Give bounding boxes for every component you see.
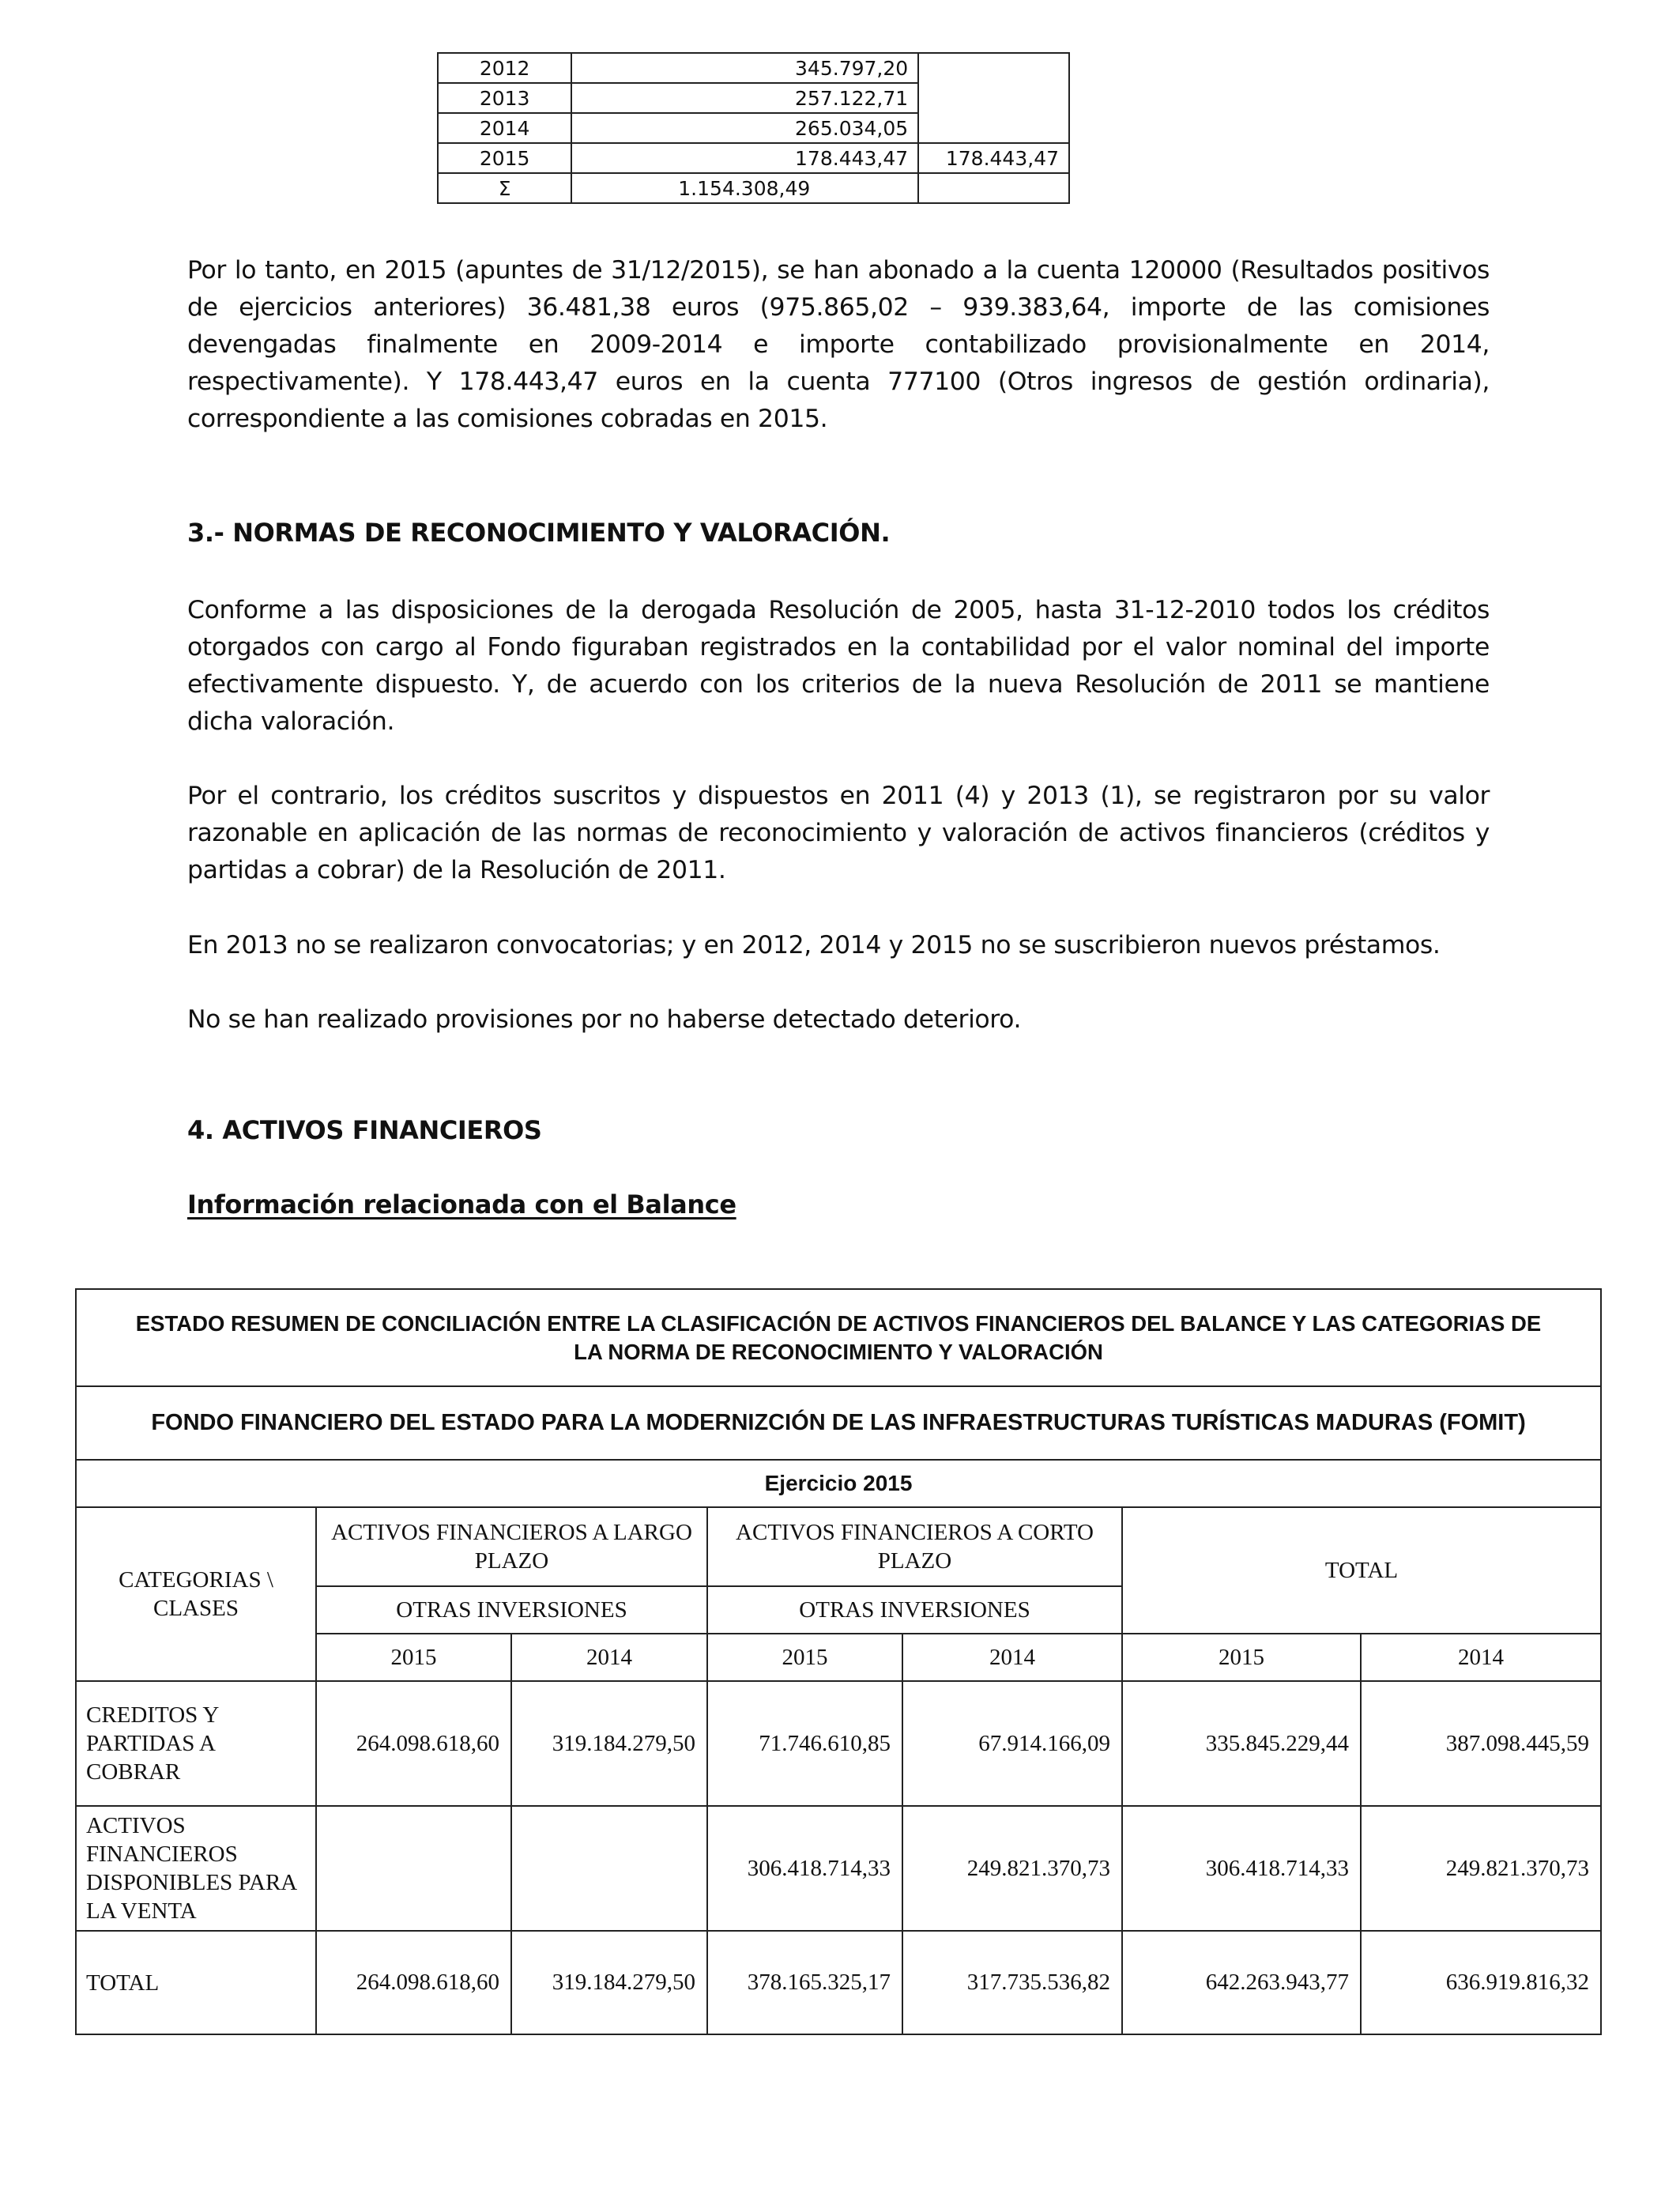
value-cell bbox=[511, 1806, 707, 1931]
value-cell: 636.919.816,32 bbox=[1361, 1931, 1601, 2034]
year-cell: 2013 bbox=[438, 83, 571, 113]
short-term-subheader: OTRAS INVERSIONES bbox=[707, 1586, 1122, 1634]
section-heading-3: 3.- NORMAS DE RECONOCIMIENTO Y VALORACIÓN. bbox=[187, 518, 891, 548]
value-cell: 387.098.445,59 bbox=[1361, 1681, 1601, 1806]
value-cell: 264.098.618,60 bbox=[316, 1681, 511, 1806]
year-header: 2015 bbox=[707, 1634, 902, 1681]
financial-assets-summary-table bbox=[75, 1288, 1602, 2035]
table-row bbox=[438, 83, 1069, 113]
total-row bbox=[76, 1931, 1601, 2034]
table-row bbox=[438, 143, 1069, 173]
value-cell: 335.845.229,44 bbox=[1122, 1681, 1361, 1806]
fund-name: FONDO FINANCIERO DEL ESTADO PARA LA MODERNIZCIÓN DE LAS INFRAESTRUCTURAS TURÍSTICAS MADURAS (FOMIT) bbox=[76, 1386, 1601, 1460]
year-cell: 2015 bbox=[438, 143, 571, 173]
sum-symbol-cell: Σ bbox=[438, 173, 571, 203]
extra-cell: 178.443,47 bbox=[918, 143, 1069, 173]
table-row bbox=[76, 1806, 1601, 1931]
sum-row bbox=[438, 173, 1069, 203]
value-cell: 249.821.370,73 bbox=[902, 1806, 1122, 1931]
categories-header: CATEGORIAS \ CLASES bbox=[76, 1507, 316, 1681]
row-label: ACTIVOS FINANCIEROS DISPONIBLES PARA LA VENTA bbox=[76, 1806, 316, 1931]
value-cell bbox=[316, 1806, 511, 1931]
sum-amount-cell: 1.154.308,49 bbox=[571, 173, 918, 203]
paragraph-fair-value: Por el contrario, los créditos suscritos y dispuestos en 2011 (4) y 2013 (1), se registraron por su valor razonable en aplicación de las normas de reconocimiento y valoración de activos financieros (créditos y partidas a cobrar) de la Resolución de 2011. bbox=[187, 782, 1490, 884]
paragraph-commissions: Por lo tanto, en 2015 (apuntes de 31/12/2015), se han abonado a la cuenta 120000 (Resultados positivos de ejercicios anteriores) 36.481,38 euros (975.865,02 – 939.383,64, importe de las comisiones devengadas finalmente en 2009-2014 e importe contabilizado provisionalmente en 2014, respectivamente). Y 178.443,47 euros en la cuenta 777100 (Otros ingresos de gestión ordinaria), correspondiente a las comisiones cobradas en 2015. bbox=[187, 256, 1490, 433]
value-cell: 264.098.618,60 bbox=[316, 1931, 511, 2034]
commissions-by-year-table bbox=[437, 52, 1070, 204]
extra-cell bbox=[918, 113, 1069, 143]
value-cell: 642.263.943,77 bbox=[1122, 1931, 1361, 2034]
period-row bbox=[76, 1460, 1601, 1507]
value-cell: 249.821.370,73 bbox=[1361, 1806, 1601, 1931]
table-row bbox=[438, 53, 1069, 83]
year-header: 2014 bbox=[1361, 1634, 1601, 1681]
amount-cell: 345.797,20 bbox=[571, 53, 918, 83]
extra-cell bbox=[918, 83, 1069, 113]
long-term-subheader: OTRAS INVERSIONES bbox=[316, 1586, 707, 1634]
period-label: Ejercicio 2015 bbox=[76, 1460, 1601, 1507]
section-heading-4: 4. ACTIVOS FINANCIEROS bbox=[187, 1115, 542, 1145]
paragraph-valuation-2005: Conforme a las disposiciones de la derogada Resolución de 2005, hasta 31-12-2010 todos los créditos otorgados con cargo al Fondo figuraban registrados en la contabilidad por el valor nominal del importe efectivamente dispuesto. Y, de acuerdo con los criterios de la nueva Resolución de 2011 se mantiene dicha valoración. bbox=[187, 596, 1490, 736]
table-row bbox=[438, 113, 1069, 143]
paragraph-no-provisions: No se han realizado provisiones por no haberse detectado deterioro. bbox=[187, 1005, 1022, 1034]
table-title: ESTADO RESUMEN DE CONCILIACIÓN ENTRE LA CLASIFICACIÓN DE ACTIVOS FINANCIEROS DEL BALANCE Y LAS CATEGORIAS DE LA NORMA DE RECONOCIMIENTO Y VALORACIÓN bbox=[76, 1289, 1601, 1386]
fund-name-row bbox=[76, 1386, 1601, 1460]
value-cell: 67.914.166,09 bbox=[902, 1681, 1122, 1806]
year-header: 2014 bbox=[902, 1634, 1122, 1681]
year-header: 2015 bbox=[316, 1634, 511, 1681]
row-label: CREDITOS Y PARTIDAS A COBRAR bbox=[76, 1681, 316, 1806]
year-header: 2015 bbox=[1122, 1634, 1361, 1681]
row-label: TOTAL bbox=[76, 1931, 316, 2034]
year-cell: 2012 bbox=[438, 53, 571, 83]
year-cell: 2014 bbox=[438, 113, 571, 143]
group-header-row bbox=[76, 1507, 1601, 1586]
extra-cell bbox=[918, 53, 1069, 83]
value-cell: 378.165.325,17 bbox=[707, 1931, 902, 2034]
value-cell: 71.746.610,85 bbox=[707, 1681, 902, 1806]
year-header: 2014 bbox=[511, 1634, 707, 1681]
extra-cell bbox=[918, 173, 1069, 203]
total-header: TOTAL bbox=[1122, 1507, 1601, 1634]
long-term-header: ACTIVOS FINANCIEROS A LARGO PLAZO bbox=[316, 1507, 707, 1586]
value-cell: 319.184.279,50 bbox=[511, 1931, 707, 2034]
amount-cell: 257.122,71 bbox=[571, 83, 918, 113]
value-cell: 306.418.714,33 bbox=[707, 1806, 902, 1931]
value-cell: 306.418.714,33 bbox=[1122, 1806, 1361, 1931]
table-row bbox=[76, 1681, 1601, 1806]
subheading-balance-info: Información relacionada con el Balance bbox=[187, 1189, 736, 1220]
amount-cell: 178.443,47 bbox=[571, 143, 918, 173]
amount-cell: 265.034,05 bbox=[571, 113, 918, 143]
table-title-row bbox=[76, 1289, 1601, 1386]
short-term-header: ACTIVOS FINANCIEROS A CORTO PLAZO bbox=[707, 1507, 1122, 1586]
paragraph-no-calls: En 2013 no se realizaron convocatorias; y en 2012, 2014 y 2015 no se suscribieron nuevos préstamos. bbox=[187, 931, 1441, 959]
value-cell: 317.735.536,82 bbox=[902, 1931, 1122, 2034]
value-cell: 319.184.279,50 bbox=[511, 1681, 707, 1806]
